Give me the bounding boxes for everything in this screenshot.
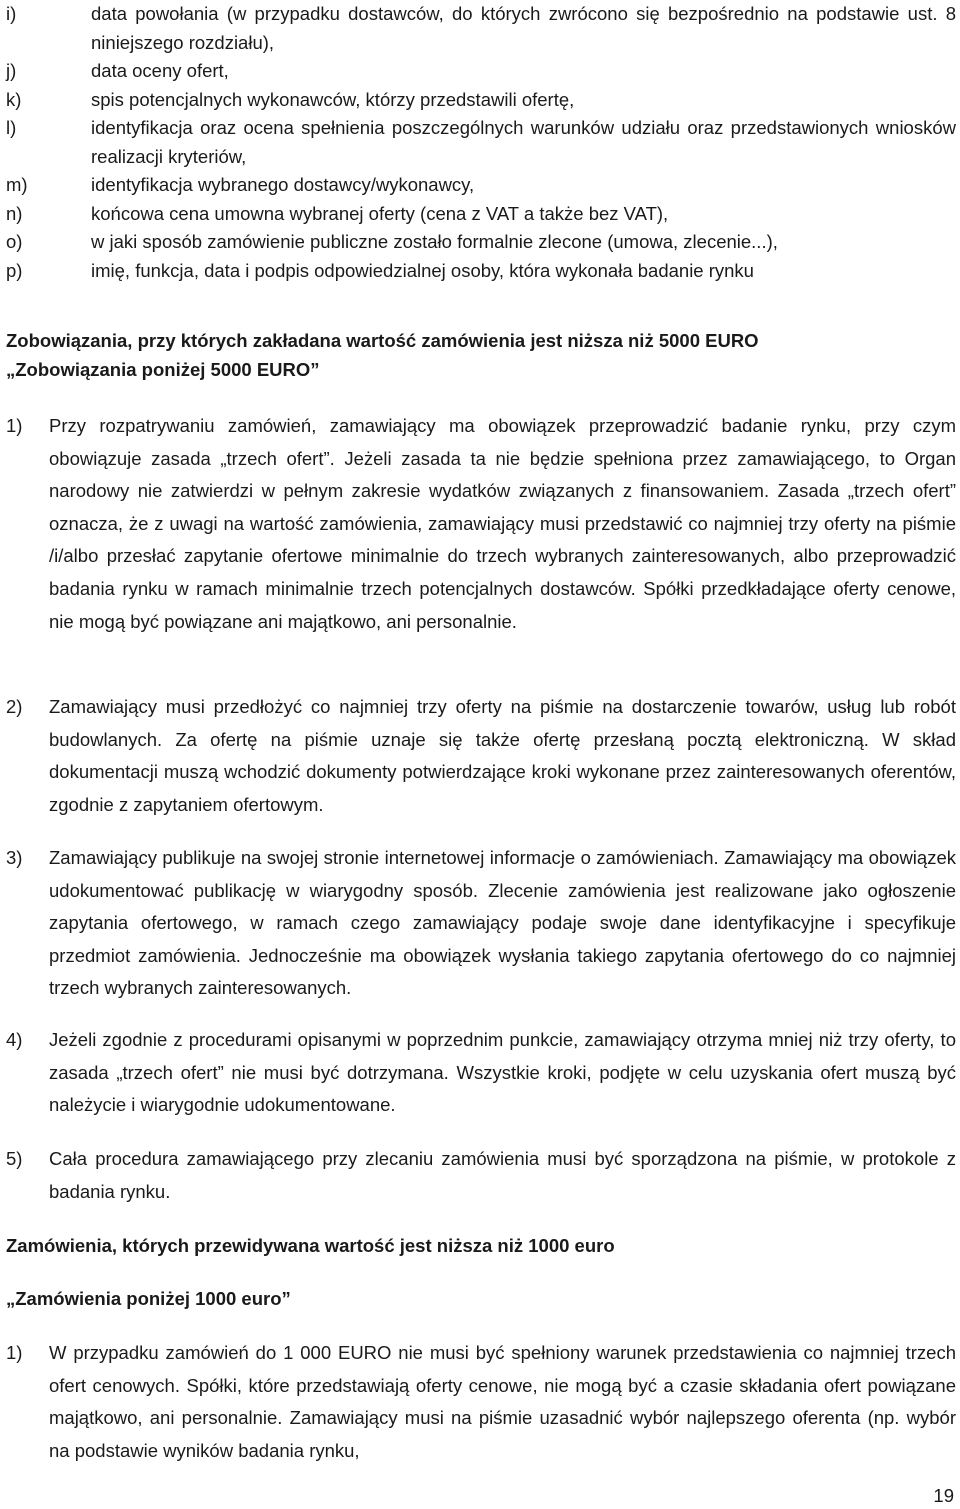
numbered-paragraph <box>6 1143 956 1208</box>
numbered-paragraph <box>6 842 956 1005</box>
list-marker: i) <box>6 3 17 24</box>
list-item <box>6 171 956 200</box>
section-heading: Zamówienia, których przewidywana wartość jest niższa niż 1000 euro <box>6 1235 615 1256</box>
paragraph-text: Przy rozpatrywaniu zamówień, zamawiający ma obowiązek przeprowadzić badanie rynku, przy czym obowiązuje zasada „trzech ofert”. Jeżeli zasada ta nie będzie spełniona przez zamawiającego, to Organ narodowy nie zatwierdzi w pełnym zakresie wydatków związanych z finansowaniem. Zasada „trzech ofert” oznacza, że z uwagi na wartość zamówienia, zamawiający musi przedstawić co najmniej trzy oferty na piśmie /i/albo przesłać zapytanie ofertowe minimalnie do trzech wybranych zainteresowanych, albo przeprowadzić badania rynku w ramach minimalnie trzech potencjalnych dostawców. Spółki przedkładające oferty cenowe, nie mogą być powiązane ani majątkowo, ani personalnie. <box>49 415 956 632</box>
list-item-text: imię, funkcja, data i podpis odpowiedzialnej osoby, która wykonała badanie rynku <box>91 259 754 281</box>
list-item-text: identyfikacja oraz ocena spełnienia poszczególnych warunków udziału oraz przedstawionych wniosków realizacji kryteriów, <box>91 117 956 167</box>
paragraph-text: Zamawiający publikuje na swojej stronie internetowej informacje o zamówieniach. Zamawiający ma obowiązek udokumentować publikację w wiarygodny sposób. Zlecenie zamówienia jest realizowane jako ogłoszenie zapytania ofertowego, w ramach czego zamawiający podaje swoje dane identyfikacyjne i specyfikuje przedmiot zamówienia. Jednocześnie ma obowiązek wysłania takiego zapytania ofertowego do co najmniej trzech wybranych zainteresowanych. <box>49 847 956 999</box>
list-item-text: spis potencjalnych wykonawców, którzy przedstawili ofertę, <box>91 88 575 110</box>
list-item <box>6 86 956 115</box>
list-item-text: identyfikacja wybranego dostawcy/wykonawcy, <box>91 174 475 195</box>
paragraph-number: 5) <box>6 1148 23 1169</box>
list-item <box>6 57 956 86</box>
list-item <box>6 200 956 229</box>
section-subheading: „Zamówienia poniżej 1000 euro” <box>6 1288 291 1309</box>
list-marker: k) <box>6 88 22 110</box>
list-item-text: data oceny ofert, <box>91 60 229 81</box>
paragraph-number: 3) <box>6 847 23 868</box>
list-item <box>6 257 956 286</box>
list-marker: p) <box>6 259 23 281</box>
section-subheading: „Zobowiązania poniżej 5000 EURO” <box>6 359 320 380</box>
list-marker: o) <box>6 231 23 252</box>
list-marker: m) <box>6 174 28 195</box>
list-item <box>6 114 956 171</box>
section-heading: Zobowiązania, przy których zakładana wartość zamówienia jest niższa niż 5000 EURO <box>6 330 759 351</box>
lettered-list <box>6 0 956 285</box>
paragraph-number: 1) <box>6 1342 23 1363</box>
list-item <box>6 228 956 257</box>
paragraph-number: 4) <box>6 1029 23 1050</box>
list-item-text: w jaki sposób zamówienie publiczne zostało formalnie zlecone (umowa, zlecenie...), <box>91 231 778 252</box>
paragraph-text: Zamawiający musi przedłożyć co najmniej trzy oferty na piśmie na dostarczenie towarów, usług lub robót budowlanych. Za ofertę na piśmie uznaje się także ofertę przesłaną pocztą elektroniczną. W skład dokumentacji muszą wchodzić dokumenty potwierdzające kroki wykonane przez zainteresowanych oferentów, zgodnie z zapytaniem ofertowym. <box>49 696 956 815</box>
numbered-paragraph <box>6 1337 956 1467</box>
numbered-paragraph <box>6 691 956 821</box>
paragraph-number: 1) <box>6 415 23 436</box>
list-marker: n) <box>6 202 23 224</box>
numbered-paragraph <box>6 1024 956 1122</box>
page-number: 19 <box>933 1485 954 1506</box>
paragraph-text: W przypadku zamówień do 1 000 EURO nie musi być spełniony warunek przedstawienia co najmniej trzech ofert cenowych. Spółki, które przedstawiają oferty cenowe, nie mogą być a czasie składania ofert powiązane majątkowo, ani personalnie. Zamawiający musi na piśmie uzasadnić wybór najlepszego oferenta (np. wybór na podstawie wyników badania rynku, <box>49 1342 956 1461</box>
list-item <box>6 0 956 57</box>
paragraph-text: Jeżeli zgodnie z procedurami opisanymi w poprzednim punkcie, zamawiający otrzyma mniej niż trzy oferty, to zasada „trzech ofert” nie musi być dotrzymana. Wszystkie kroki, podjęte w celu uzyskania ofert muszą być należycie i wiarygodnie udokumentowane. <box>49 1029 956 1116</box>
numbered-paragraph <box>6 410 956 638</box>
list-item-text: data powołania (w przypadku dostawców, do których zwrócono się bezpośrednio na podstawie ust. 8 niniejszego rozdziału), <box>91 3 956 53</box>
paragraph-number: 2) <box>6 696 23 717</box>
list-item-text: końcowa cena umowna wybranej oferty (cena z VAT a także bez VAT), <box>91 202 669 224</box>
list-marker: l) <box>6 117 17 138</box>
paragraph-text: Cała procedura zamawiającego przy zlecaniu zamówienia musi być sporządzona na piśmie, w protokole z badania rynku. <box>49 1148 956 1202</box>
list-marker: j) <box>6 60 17 81</box>
